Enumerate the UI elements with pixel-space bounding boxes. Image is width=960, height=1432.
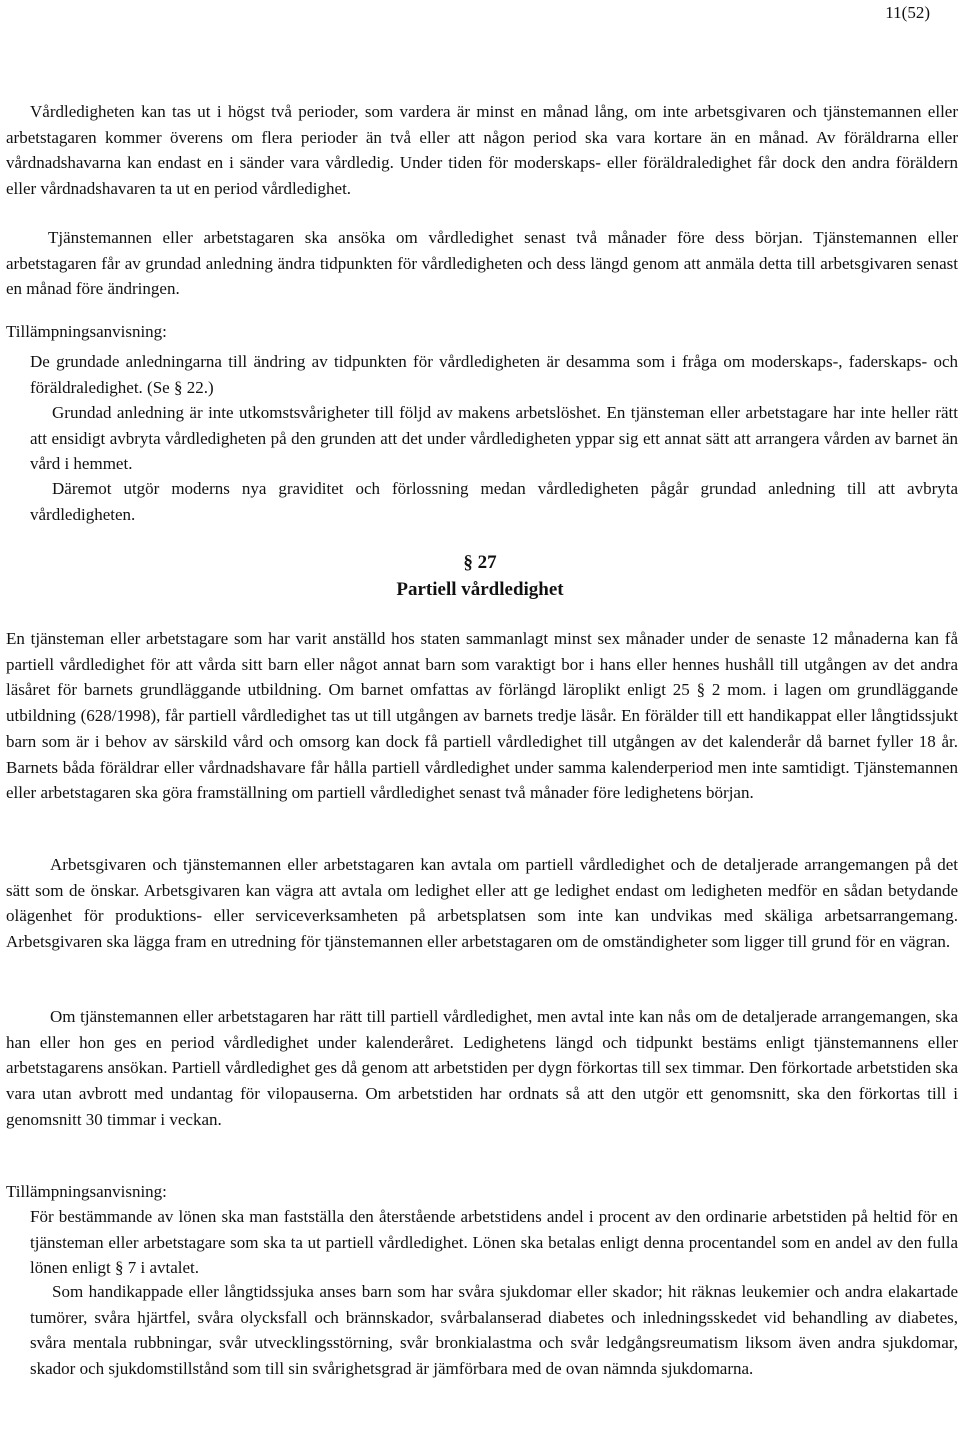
guidance-paragraph: För bestämmande av lönen ska man fastställa den återstående arbetstidens andel i procent av den ordinarie arbetstiden på heltid för en tjänsteman eller arbetstagare som ska ta ut partiell vårdledighet. Lönen ska betalas enligt denna procentandel som en andel av den fulla lönen enligt § 7 i avtalet. bbox=[30, 1207, 958, 1278]
paragraph-care-leave-application: Tjänstemannen eller arbetstagaren ska ansöka om vårdledighet senast två månader före dess början. Tjänstemannen eller arbetstagaren får av grundad anledning ändra tidpunkten för vårdledigheten och dess längd genom att anmäla detta till arbetsgivaren senast en månad före ändringen. bbox=[6, 228, 958, 299]
guidance-paragraph: Däremot utgör moderns nya graviditet och förlossning medan vårdledigheten pågår grundad anledning till att avbryta vårdledigheten. bbox=[30, 479, 958, 524]
guidance-label: Tillämpningsanvisning: bbox=[6, 322, 167, 341]
section-title: Partiell vårdledighet bbox=[396, 579, 564, 600]
guidance-label: Tillämpningsanvisning: bbox=[6, 1182, 167, 1201]
section-paragraph: Arbetsgivaren och tjänstemannen eller arbetstagaren kan avtala om partiell vårdledighet och de detaljerade arrangemangen på det sätt som de önskar. Arbetsgivaren kan vägra att avtala om ledighet eller att ge ledighet endast om ledigheten medför en sådan betydande olägenhet för produktions- eller serviceverksamheten på arbetsplatsen som inte kan undvikas med skäliga arbetsarrangemang. Arbetsgivaren ska lägga fram en utredning för tjänstemannen eller arbetstagaren om de omständigheter som ligger till grund för en vägran. bbox=[6, 855, 958, 952]
section-paragraph: Om tjänstemannen eller arbetstagaren har rätt till partiell vårdledighet, men avtal inte kan nås om de detaljerade arrangemangen, ska han eller hon ges en period vårdledighet under kalenderåret. Ledighetens längd och tidpunkt bestäms enligt tjänstemannens eller arbetstagarens ansökan. Partiell vårdledighet ges då genom att arbetstiden per dygn förkortas till sex timmar. Den förkortade arbetstiden ska vara utan avbrott med undantag för vilopauserna. Om arbetstiden har ordnats så att den utgör ett genomsnitt, ska den förkortas till i genomsnitt 30 timmar i veckan. bbox=[6, 1007, 958, 1129]
section-paragraph: En tjänsteman eller arbetstagare som har varit anställd hos staten sammanlagt minst sex månader under de senaste 12 månaderna kan få partiell vårdledighet för att vårda sitt barn eller något annat barn som varaktigt bor i hans eller hennes hushåll till utgången av det andra läsåret för barnets grundläggande utbildning. Om barnet omfattas av förlängd läroplikt enligt 25 § 2 mom. i lagen om grundläggande utbildning (628/1998), får partiell vårdledighet tas ut till utgången av barnets tredje läsår. En förälder till ett handikappat eller långtidssjukt barn som är i behov av särskild vård och omsorg kan dock få partiell vårdledighet till utgången av det kalenderår då barnet fyller 18 år. Barnets båda föräldrar eller vårdnadshavare får hålla partiell vårdledighet under samma kalenderperiod men inte samtidigt. Tjänstemannen eller arbetstagaren ska göra framställning om partiell vårdledighet senast två månader före ledighetens början. bbox=[6, 629, 958, 803]
page-number: 11(52) bbox=[885, 3, 930, 22]
section-number: § 27 bbox=[463, 552, 497, 573]
guidance-paragraph: De grundade anledningarna till ändring av tidpunkten för vårdledigheten är desamma som i fråga om moderskaps-, faderskaps- och föräldraledighet. (Se § 22.) bbox=[30, 352, 958, 397]
guidance-paragraph: Grundad anledning är inte utkomstsvårigheter till följd av makens arbetslöshet. En tjänsteman eller arbetstagare har inte heller rätt att ensidigt avbryta vårdledigheten på den grunden att det under vårdledigheten yppar sig ett annat sätt att arrangera vården av barnet än vård i hemmet. bbox=[30, 403, 958, 474]
paragraph-care-leave-periods: Vårdledigheten kan tas ut i högst två perioder, som vardera är minst en månad lång, om inte arbetsgivaren och tjänstemannen eller arbetstagaren kommer överens om flera perioder än två eller att någon period ska vara kortare än en månad. Av föräldrarna eller vårdnadshavarna kan endast en i sänder vara vårdledig. Under tiden för moderskaps- eller föräldraledighet får dock den andra föräldern eller vårdnadshavaren ta ut en period vårdledighet. bbox=[6, 102, 958, 199]
guidance-paragraph: Som handikappade eller långtidssjuka anses barn som har svåra sjukdomar eller skador; hit räknas leukemier och andra elakartade tumörer, svåra hjärtfel, svåra olycksfall och brännskador, svårbalanserad diabetes och inledningsskedet vid behandling av diabetes, svåra mentala rubbningar, svår utvecklingsstörning, svår bronkialastma och svår ledgångsreumatism liksom även andra sjukdomar, skador och sjukdomstillstånd som till sin svårighetsgrad är jämförbara med de ovan nämnda sjukdomarna. bbox=[30, 1282, 958, 1379]
